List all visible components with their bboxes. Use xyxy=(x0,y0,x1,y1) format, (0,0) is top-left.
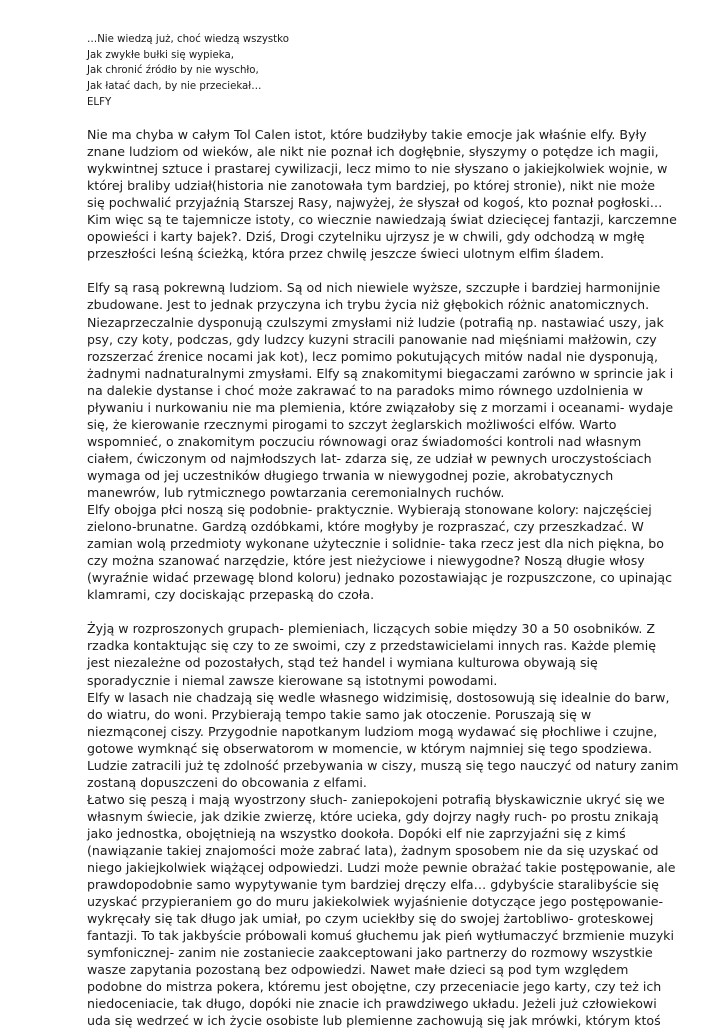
text-line: własnym świecie, jak dzikie zwierzę, które ucieka, gdy dojrzy nagły ruch- po prostu znikają xyxy=(87,808,659,824)
text-line: jest niezależne od pozostałych, stąd też handel i wymiana kulturowa obywają się xyxy=(87,655,598,671)
text-line: Elfy obojga płci noszą się podobnie- praktycznie. Wybierają stonowane kolory: najczęściej xyxy=(87,502,652,518)
text-line: gotowe wymknąć się obserwatorom w momencie, w którym najmniej się tego spodziewa. xyxy=(87,740,652,756)
text-line: wykwintnej sztuce i prastarej cywilizacji, lecz mimo to nie słyszano o jakiejkolwiek wojnie, w xyxy=(87,161,668,177)
text-line: sporadycznie i niemal zawsze kierowane są istotnymi powodami. xyxy=(87,672,498,688)
text-line: manewrów, lub rytmicznego powtarzania ceremonialnych ruchów. xyxy=(87,484,505,500)
text-line: (wyraźnie widać przewagę blond koloru) jednako pozostawiając je rozpuszczone, co upinając xyxy=(87,570,673,586)
text-line: opowieści i karty bajek?. Dziś, Drogi czytelniku ujrzysz je w chwili, gdy odchodzą w mgłę xyxy=(87,229,645,245)
poem-line: Jak łatać dach, by nie przeciekał… xyxy=(87,80,262,92)
text-line: pływaniu i nurkowaniu nie ma plemienia, które związałoby się z morzami i oceanami- wydaje xyxy=(87,399,674,415)
text-line: na dalekie dystanse i choć może zakrawać to na paradoks mimo równego uzdolnienia w xyxy=(87,382,644,398)
paragraph-2 xyxy=(87,279,674,603)
text-line: Elfy w lasach nie chadzają się wedle własnego widzimisię, dostosowują się idealnie do barw, xyxy=(87,689,670,705)
text-line: rozszerzać źrenice nocami jak kot), lecz pomimo pokutujących mitów nadal nie dysponują, xyxy=(87,348,658,364)
text-line: podobne do mistrza pokera, któremu jest obojętne, czy przeceniacie jego karty, czy też ich xyxy=(87,979,662,995)
text-line: żadnymi nadnaturalnymi zmysłami. Elfy są znakomitymi biegaczami zarówno w sprincie jak i xyxy=(87,365,674,381)
text-line: uzyskać przypieraniem go do muru jakiekolwiek wyjaśnienie dotyczące jego postępowanie- xyxy=(87,894,664,910)
poem-line: …Nie wiedzą już, choć wiedzą wszystko xyxy=(87,34,289,45)
text-line: zamian wolą przedmioty wykonane użytecznie i solidnie- taka rzecz jest dla nich piękna, bo xyxy=(87,536,664,552)
text-line: fantazji. To tak jakbyście próbowali komuś głuchemu jak pień wytłumaczyć brzmienie muzyki xyxy=(87,928,674,944)
poem-line: Jak zwykłe bułki się wypieka, xyxy=(87,49,234,61)
text-line: Nie ma chyba w całym Tol Calen istot, które budziłyby takie emocje jak właśnie elfy. Były xyxy=(87,127,647,142)
text-line: niedoceniacie, tak długo, dopóki nie znacie ich prawdziwego układu. Jeżeli już człowiekowi xyxy=(87,996,657,1012)
text-line: (nawiązanie takiej znajomości może zabrać lata), żadnym sposobem nie da się uzyskać od xyxy=(87,842,659,858)
text-line: rzadka kontaktując się czy to ze swoimi, czy z przedstawicielami innych ras. Każde plemię xyxy=(87,638,656,654)
text-line: ciałem, ćwiczonym od najmłodszych lat- zdarza się, ze udział w pewnych uroczystościach xyxy=(87,450,652,466)
text-line: Kim więc są te tajemnicze istoty, co wiecznie nawiedzają świat dziecięcej fantazji, karczemne xyxy=(87,212,677,228)
text-line: niezmąconej ciszy. Przygodnie napotkanym ludziom mogą wydawać się płochliwe i czujne, xyxy=(87,723,658,739)
text-line: przeszłości leśną ścieżką, która przez chwilę jeszcze świeci ulotnym elfim śladem. xyxy=(87,246,605,262)
text-line: wykręcały się tak długo jak umiał, po czym uciekłby się do swojej żartobliwo- groteskowej xyxy=(87,911,654,927)
text-line: której braliby udział(historia nie zanotowała tym bardziej, po której stronie), nikt nie może xyxy=(87,178,656,194)
paragraph-gap xyxy=(87,262,639,279)
text-line: Ludzie zatracili już tę zdolność przebywania w ciszy, muszą się tego nauczyć od natury zanim xyxy=(87,757,679,773)
section-title: ELFY xyxy=(87,97,112,108)
text-line: zostaną dopuszczeni do obcowania z elfami. xyxy=(87,774,367,790)
paragraph-gap xyxy=(87,603,639,620)
text-line: się, że kierowanie rzecznymi pirogami to szczyt żeglarskich możliwości elfów. Warto xyxy=(87,416,617,432)
text-line: jako jednostka, obojętnieją na wszystko dookoła. Dopóki elf nie zaprzyjaźni się z kimś xyxy=(87,825,626,841)
text-line: symfonicznej- zanim nie zostaniecie zaakceptowani jako partnerzy do rozmowy wszystkie xyxy=(87,945,653,961)
text-line: niego jakiejkolwiek wiążącej odpowiedzi. Ludzi może pewnie obrażać takie postępowanie, ale xyxy=(87,860,676,876)
text-line: Niezaprzeczalnie dysponują czulszymi zmysłami niż ludzie (potrafią np. nastawiać uszy, jak xyxy=(87,314,664,330)
text-line: do wiatru, do woni. Przybierają tempo takie samo jak otoczenie. Poruszają się w xyxy=(87,706,592,722)
body-text xyxy=(87,126,679,1029)
text-line: wasze zapytania pozostaną bez odpowiedzi. Nawet małe dzieci są pod tym względem xyxy=(87,962,629,978)
paragraph-3 xyxy=(87,620,679,1029)
text-line: Łatwo się peszą i mają wyostrzony słuch- zaniepokojeni potrafią błyskawicznie ukryć się we xyxy=(87,791,665,807)
text-line: psy, czy koty, podczas, gdy ludzcy kuzyni stracili panowanie nad mięśniami małżowin, czy xyxy=(87,331,657,347)
paragraph-1 xyxy=(87,126,677,262)
text-line: klamrami, czy dociskając przepaską do czoła. xyxy=(87,587,375,603)
text-line: wymaga od jej uczestników długiego trwania w niewygodnej pozie, akrobatycznych xyxy=(87,467,614,483)
epigraph-poem xyxy=(87,32,647,94)
text-line: zielono-brunatne. Gardzą ozdóbkami, które mogłyby je rozpraszać, czy przeszkadzać. W xyxy=(87,519,644,535)
text-line: prawdopodobnie samo wypytywanie tym bardziej dręczy elfa… gdybyście staralibyście się xyxy=(87,877,659,893)
text-line: Elfy są rasą pokrewną ludziom. Są od nich niewiele wyższe, szczupłe i bardziej harmonijnie xyxy=(87,280,661,296)
text-line: czy można szanować narzędzie, które jest nieżyciowe i niewygodne? Noszą długie włosy xyxy=(87,553,645,569)
text-line: się pochwalić przyjaźnią Starszej Rasy, najwyżej, że słyszał od kogoś, kto poznał pogłoski… xyxy=(87,195,663,211)
text-line: znane ludziom od wieków, ale nikt nie poznał ich dogłębnie, słyszymy o potędze ich magii, xyxy=(87,144,659,160)
text-line: Żyją w rozproszonych grupach- plemieniach, liczących sobie między 30 a 50 osobników. Z xyxy=(87,621,655,637)
text-line: uda się wedrzeć w ich życie osobiste lub plemienne zachowują się jak mrówki, którym ktoś xyxy=(87,1013,661,1029)
text-line: zbudowane. Jest to jednak przyczyna ich trybu życia niż głębokich różnic anatomicznych. xyxy=(87,297,650,313)
poem-line: Jak chronić źródło by nie wyschło, xyxy=(87,65,259,76)
text-line: wspomnieć, o znakomitym poczuciu równowagi oraz świadomości kontroli nad własnym xyxy=(87,433,642,449)
